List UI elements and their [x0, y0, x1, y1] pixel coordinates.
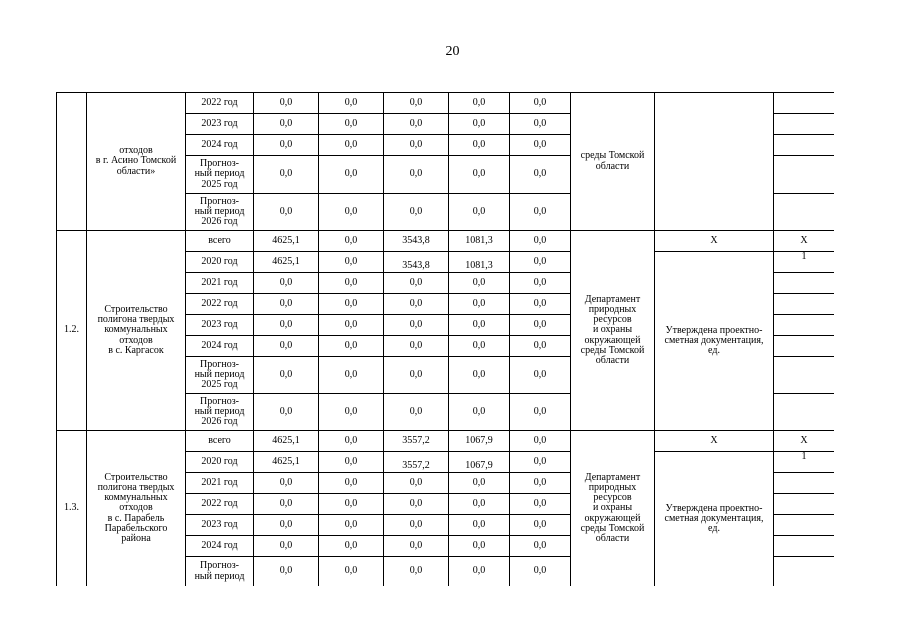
value-cell [254, 252, 319, 273]
value-cell [254, 315, 319, 336]
value-cell [319, 315, 384, 336]
value-text: 3543,8 [402, 234, 430, 246]
value-text: 0,0 [409, 205, 423, 217]
period-label: 2023 год [186, 114, 254, 135]
value-cell [384, 357, 449, 394]
value-cell [254, 114, 319, 135]
value-cell [319, 394, 384, 431]
value-text: 0,0 [472, 405, 486, 417]
period-label: 2024 год [186, 336, 254, 357]
value-text: 4625,1 [272, 434, 300, 446]
value-cell [254, 357, 319, 394]
value-text: 0,0 [344, 539, 358, 551]
period-label: 2022 год [186, 294, 254, 315]
value-text: 0,0 [409, 138, 423, 150]
value-text: 0,0 [279, 518, 293, 530]
indicator-value [774, 273, 835, 294]
value-cell [384, 452, 449, 473]
value-text: 0,0 [279, 539, 293, 551]
period-label: 2024 год [186, 536, 254, 557]
indicator-value [774, 515, 835, 536]
value-cell [510, 156, 571, 194]
indicator-value [774, 294, 835, 315]
value-cell [319, 494, 384, 515]
value-text: 0,0 [533, 405, 547, 417]
value-cell [449, 135, 510, 156]
indicator-cell [655, 93, 774, 231]
value-text: 0,0 [472, 476, 486, 488]
item-name: Строительство полигона твердых коммунальных отходов в с. Парабель Парабельского района [87, 431, 186, 587]
value-cell [384, 135, 449, 156]
item-name: отходов в г. Асино Томской области» [87, 93, 186, 231]
value-text: 0,0 [279, 168, 293, 180]
value-cell [254, 93, 319, 114]
value-cell [510, 431, 571, 452]
value-text: 0,0 [533, 434, 547, 446]
value-text: 0,0 [279, 405, 293, 417]
indicator-value: 1 [774, 252, 835, 273]
value-cell [449, 336, 510, 357]
value-cell [510, 194, 571, 231]
value-text: 0,0 [533, 539, 547, 551]
value-text: 0,0 [409, 368, 423, 380]
value-cell [254, 231, 319, 252]
value-text: 0,0 [472, 518, 486, 530]
value-cell [449, 452, 510, 473]
value-text: 0,0 [409, 339, 423, 351]
period-label: всего [186, 431, 254, 452]
period-label: 2020 год [186, 452, 254, 473]
value-cell [254, 135, 319, 156]
value-text: 0,0 [344, 234, 358, 246]
indicator-value [774, 336, 835, 357]
value-cell [384, 252, 449, 273]
value-text: 0,0 [279, 138, 293, 150]
responsible-dept: среды Томской области [571, 93, 655, 231]
value-text: 0,0 [533, 255, 547, 267]
value-text: 0,0 [472, 96, 486, 108]
value-cell [319, 231, 384, 252]
value-cell [449, 231, 510, 252]
value-text: 0,0 [472, 318, 486, 330]
value-text: 0,0 [472, 138, 486, 150]
period-label: 2024 год [186, 135, 254, 156]
period-label: всего [186, 231, 254, 252]
value-cell [254, 394, 319, 431]
value-cell [319, 273, 384, 294]
value-cell [319, 357, 384, 394]
value-cell [254, 273, 319, 294]
value-cell [510, 93, 571, 114]
value-text: 0,0 [279, 276, 293, 288]
value-text: 1067,9 [465, 459, 493, 471]
value-text: 0,0 [533, 455, 547, 467]
value-text: 0,0 [344, 255, 358, 267]
value-text: 0,0 [279, 96, 293, 108]
value-text: 0,0 [533, 276, 547, 288]
value-text: 0,0 [344, 518, 358, 530]
value-text: 0,0 [409, 96, 423, 108]
indicator-value [774, 494, 835, 515]
value-cell [510, 273, 571, 294]
value-text: 0,0 [472, 368, 486, 380]
item-number: 1.2. [57, 231, 87, 431]
value-text: 0,0 [344, 339, 358, 351]
indicator-value [774, 536, 835, 557]
value-text: 0,0 [533, 497, 547, 509]
value-cell [319, 536, 384, 557]
value-text: 0,0 [472, 276, 486, 288]
period-label: 2020 год [186, 252, 254, 273]
value-text: 0,0 [409, 168, 423, 180]
value-cell [384, 93, 449, 114]
value-cell [254, 494, 319, 515]
value-cell [254, 294, 319, 315]
value-text: 0,0 [409, 276, 423, 288]
value-text: 0,0 [533, 339, 547, 351]
value-cell [319, 252, 384, 273]
program-table-body [57, 93, 835, 587]
value-text: 3557,2 [402, 459, 430, 471]
value-cell [449, 557, 510, 587]
value-cell [510, 294, 571, 315]
indicator-value [774, 357, 835, 394]
value-cell [449, 294, 510, 315]
value-text: 0,0 [279, 497, 293, 509]
value-text: 0,0 [533, 168, 547, 180]
indicator-value [774, 315, 835, 336]
value-text: 0,0 [344, 497, 358, 509]
value-cell [510, 473, 571, 494]
value-text: 0,0 [344, 96, 358, 108]
x-mark: X [655, 431, 774, 452]
value-cell [510, 357, 571, 394]
value-cell [254, 557, 319, 587]
table-row [57, 93, 835, 114]
x-mark: X [655, 231, 774, 252]
value-cell [449, 252, 510, 273]
value-cell [384, 431, 449, 452]
value-text: 0,0 [472, 497, 486, 509]
value-cell [510, 494, 571, 515]
program-table-wrapper [56, 92, 834, 586]
value-text: 0,0 [344, 276, 358, 288]
value-cell [510, 536, 571, 557]
indicator-value [774, 93, 835, 114]
value-text: 4625,1 [272, 455, 300, 467]
page-number: 20 [445, 44, 460, 59]
table-row [57, 231, 835, 252]
value-text: 0,0 [472, 117, 486, 129]
value-text: 0,0 [344, 434, 358, 446]
value-cell [319, 194, 384, 231]
value-text: 0,0 [533, 368, 547, 380]
value-cell [254, 336, 319, 357]
indicator-name: Утверждена проектно- сметная документация, ед. [655, 452, 774, 587]
value-cell [319, 557, 384, 587]
value-cell [254, 515, 319, 536]
value-text: 0,0 [409, 405, 423, 417]
value-text: 0,0 [344, 565, 358, 577]
x-mark: X [774, 231, 835, 252]
value-cell [449, 473, 510, 494]
value-text: 0,0 [409, 476, 423, 488]
value-text: 1067,9 [465, 434, 493, 446]
period-label: Прогноз- ный период 2026 год [186, 394, 254, 431]
value-cell [384, 515, 449, 536]
value-text: 0,0 [472, 205, 486, 217]
value-text: 0,0 [533, 297, 547, 309]
value-cell [510, 452, 571, 473]
value-cell [384, 494, 449, 515]
value-text: 0,0 [533, 138, 547, 150]
value-text: 0,0 [344, 168, 358, 180]
value-text: 0,0 [533, 117, 547, 129]
value-cell [254, 473, 319, 494]
value-cell [449, 357, 510, 394]
item-number [57, 93, 87, 231]
value-cell [384, 231, 449, 252]
value-text: 0,0 [344, 476, 358, 488]
value-cell [510, 515, 571, 536]
period-label: 2022 год [186, 494, 254, 515]
value-text: 0,0 [344, 455, 358, 467]
x-mark: X [774, 431, 835, 452]
indicator-value [774, 394, 835, 431]
value-cell [449, 273, 510, 294]
value-cell [384, 315, 449, 336]
indicator-value [774, 194, 835, 231]
value-text: 0,0 [472, 297, 486, 309]
value-cell [254, 194, 319, 231]
item-name: Строительство полигона твердых коммунальных отходов в с. Каргасок [87, 231, 186, 431]
value-text: 0,0 [279, 368, 293, 380]
indicator-name: Утверждена проектно- сметная документация, ед. [655, 252, 774, 431]
value-cell [449, 536, 510, 557]
value-cell [449, 494, 510, 515]
value-cell [449, 394, 510, 431]
value-cell [384, 273, 449, 294]
value-text: 0,0 [279, 318, 293, 330]
value-text: 4625,1 [272, 255, 300, 267]
value-text: 3557,2 [402, 434, 430, 446]
period-label: 2022 год [186, 93, 254, 114]
table-row [57, 431, 835, 452]
value-text: 4625,1 [272, 234, 300, 246]
value-text: 0,0 [472, 168, 486, 180]
value-text: 0,0 [344, 297, 358, 309]
value-cell [384, 294, 449, 315]
value-cell [510, 315, 571, 336]
period-label: Прогноз- ный период [186, 557, 254, 587]
indicator-value [774, 114, 835, 135]
value-cell [510, 135, 571, 156]
value-cell [449, 156, 510, 194]
value-cell [319, 294, 384, 315]
item-number: 1.3. [57, 431, 87, 587]
value-cell [384, 114, 449, 135]
value-text: 0,0 [344, 405, 358, 417]
value-text: 0,0 [409, 539, 423, 551]
value-cell [254, 536, 319, 557]
value-cell [319, 515, 384, 536]
value-text: 0,0 [409, 117, 423, 129]
responsible-dept: Департамент природных ресурсов и охраны окружающей среды Томской области [571, 231, 655, 431]
value-text: 1081,3 [465, 234, 493, 246]
value-cell [319, 135, 384, 156]
value-text: 0,0 [279, 339, 293, 351]
value-cell [254, 452, 319, 473]
period-label: 2023 год [186, 515, 254, 536]
value-cell [449, 515, 510, 536]
value-text: 0,0 [533, 518, 547, 530]
value-text: 0,0 [279, 205, 293, 217]
value-cell [510, 394, 571, 431]
value-text: 0,0 [472, 339, 486, 351]
value-cell [384, 536, 449, 557]
value-cell [384, 557, 449, 587]
indicator-value: 1 [774, 452, 835, 473]
value-cell [449, 315, 510, 336]
period-label: 2023 год [186, 315, 254, 336]
value-cell [384, 336, 449, 357]
value-text: 0,0 [279, 297, 293, 309]
value-text: 0,0 [279, 476, 293, 488]
value-text: 0,0 [409, 497, 423, 509]
value-text: 0,0 [409, 297, 423, 309]
period-label: Прогноз- ный период 2025 год [186, 357, 254, 394]
value-text: 0,0 [344, 117, 358, 129]
value-cell [449, 93, 510, 114]
value-text: 0,0 [533, 234, 547, 246]
value-cell [254, 156, 319, 194]
value-cell [319, 473, 384, 494]
value-cell [319, 156, 384, 194]
value-cell [384, 473, 449, 494]
indicator-value [774, 473, 835, 494]
value-cell [319, 452, 384, 473]
value-cell [384, 194, 449, 231]
value-cell [384, 156, 449, 194]
period-label: 2021 год [186, 473, 254, 494]
value-text: 0,0 [472, 565, 486, 577]
period-label: Прогноз- ный период 2025 год [186, 156, 254, 194]
value-text: 0,0 [533, 565, 547, 577]
value-text: 0,0 [409, 518, 423, 530]
indicator-value [774, 135, 835, 156]
value-cell [449, 114, 510, 135]
value-text: 0,0 [409, 318, 423, 330]
value-cell [449, 431, 510, 452]
value-text: 1081,3 [465, 259, 493, 271]
value-text: 0,0 [533, 205, 547, 217]
value-text: 0,0 [533, 318, 547, 330]
value-cell [384, 394, 449, 431]
indicator-value [774, 156, 835, 194]
value-text: 0,0 [409, 565, 423, 577]
indicator-value [774, 557, 835, 587]
value-cell [319, 93, 384, 114]
value-text: 0,0 [533, 476, 547, 488]
value-cell [319, 336, 384, 357]
value-text: 3543,8 [402, 259, 430, 271]
value-text: 0,0 [344, 318, 358, 330]
responsible-dept: Департамент природных ресурсов и охраны окружающей среды Томской области [571, 431, 655, 587]
value-text: 0,0 [279, 117, 293, 129]
value-text: 0,0 [344, 368, 358, 380]
value-cell [510, 336, 571, 357]
value-cell [319, 114, 384, 135]
value-text: 0,0 [344, 205, 358, 217]
value-text: 0,0 [344, 138, 358, 150]
value-cell [254, 431, 319, 452]
value-text: 0,0 [279, 565, 293, 577]
program-table [56, 92, 834, 586]
period-label: 2021 год [186, 273, 254, 294]
value-cell [510, 252, 571, 273]
value-text: 0,0 [472, 539, 486, 551]
value-cell [449, 194, 510, 231]
value-cell [319, 431, 384, 452]
period-label: Прогноз- ный период 2026 год [186, 194, 254, 231]
value-cell [510, 557, 571, 587]
value-cell [510, 231, 571, 252]
value-cell [510, 114, 571, 135]
value-text: 0,0 [533, 96, 547, 108]
